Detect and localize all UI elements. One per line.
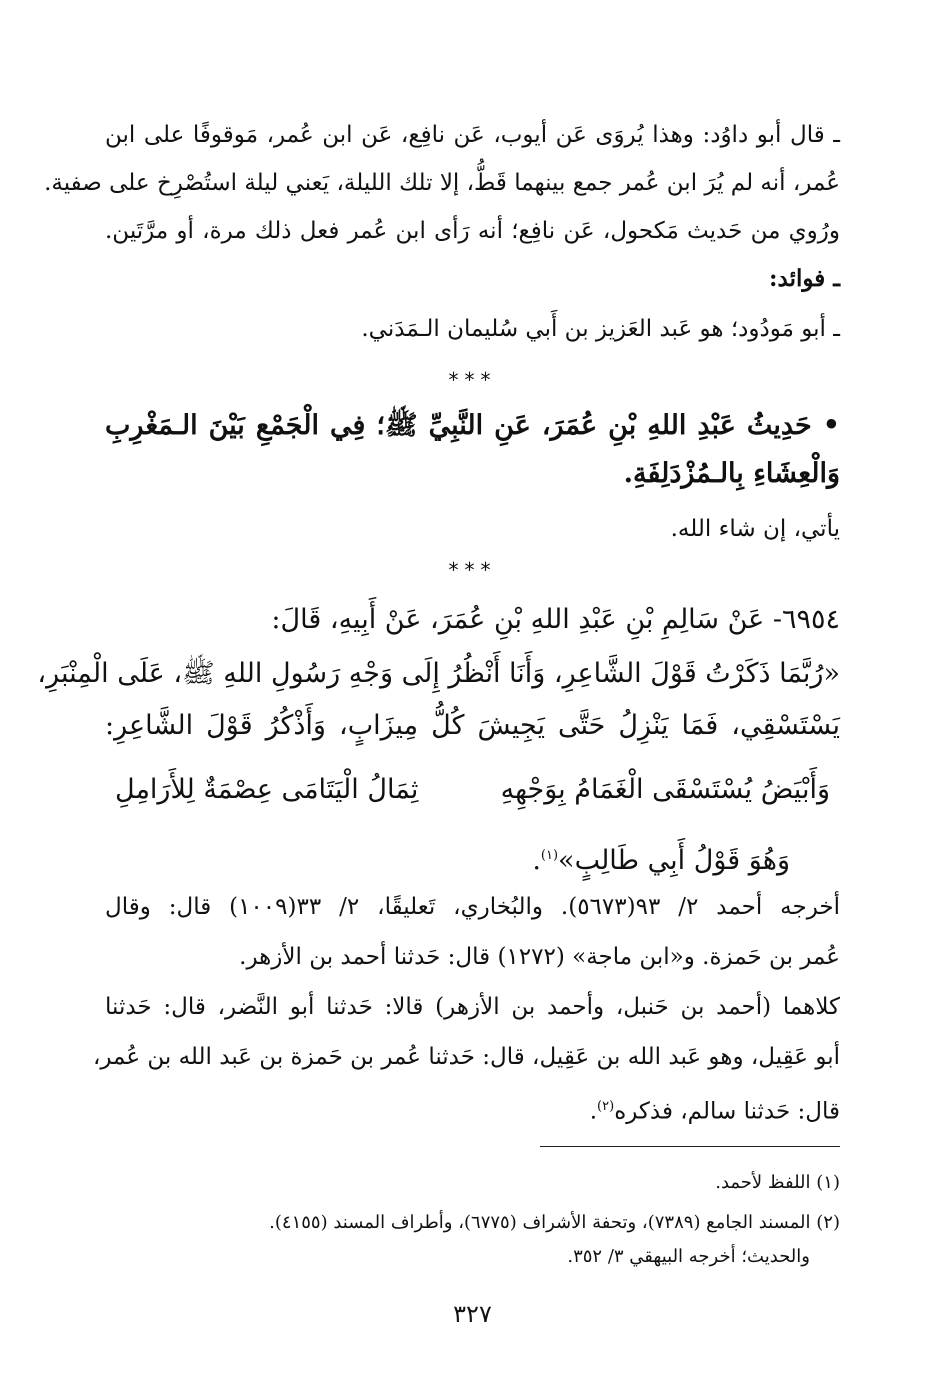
separator: *** — [448, 368, 497, 392]
text-line: عُمر، أنه لم يُرَ ابن عُمر جمع بينهما قَطُّ، إلا تلك الليلة، يَعني ليلة استُصْرِخ على صفية. — [44, 170, 840, 196]
takhrij-line: كلاهما (أحمد بن حَنبل، وأحمد بن الأزهر) قالا: حَدثنا أبو النَّضر، قال: حَدثنا — [105, 994, 840, 1020]
footnote: (٢) المسند الجامع (٧٣٨٩)، وتحفة الأشراف (٦٧٧٥)، وأطراف المسند (٤١٥٥). — [269, 1212, 840, 1233]
text-line: ـ قال أبو داوُد: وهذا يُروَى عَن أيوب، عَن نافِع، عَن ابن عُمر، مَوقوفًا على ابن — [105, 122, 840, 148]
footnote-divider — [540, 1146, 840, 1147]
page-number: ٣٢٧ — [453, 1300, 492, 1328]
hadith-reference: • حَدِيثُ عَبْدِ اللهِ بْنِ عُمَرَ، عَنِ النَّبِيِّ ﷺ؛ فِي الْجَمْعِ بَيْنَ الـمَغْرِبِ — [105, 410, 840, 441]
footnote-marker: (١) — [540, 848, 559, 863]
takhrij-line: عُمر بن حَمزة. و«ابن ماجة» (١٢٧٢) قال: حَدثنا أحمد بن الأزهر. — [239, 944, 840, 970]
hadith-text: يَسْتَسْقِي، فَمَا يَنْزِلُ حَتَّى يَجِيشَ كُلُّ مِيزَابٍ، وَأَذْكُرُ قَوْلَ الشَّاعِرِ: — [105, 710, 840, 741]
text-line: ورُوي من حَديث مَكحول، عَن نافِع؛ أنه رَأى ابن عُمر فعل ذلك مرة، أو مرَّتَين. — [105, 218, 840, 244]
text-line: ـ أبو مَودُود؛ هو عَبد العَزيز بن أَبي سُليمان الـمَدَني. — [361, 316, 840, 342]
footnote: والحديث؛ أخرجه البيهقي ٣/ ٣٥٢. — [567, 1246, 810, 1267]
verse-first-hemistich: وَأَبْيَضُ يُسْتَسْقَى الْغَمَامُ بِوَجْهِهِ — [500, 774, 830, 805]
text-line: يأتي، إن شاء الله. — [670, 516, 840, 542]
takhrij-line: أبو عَقِيل، وهو عَبد الله بن عَقِيل، قال: حَدثنا عُمر بن حَمزة بن عَبد الله بن عُمر، — [92, 1044, 840, 1070]
takhrij-line: أخرجه أحمد ٢/ ٩٣(٥٦٧٣). والبُخاري، تَعليقًا، ٢/ ٣٣(١٠٠٩) قال: وقال — [105, 894, 841, 920]
hadith-text: «رُبَّمَا ذَكَرْتُ قَوْلَ الشَّاعِرِ، وَأَنَا أَنْظُرُ إِلَى وَجْهِ رَسُولِ اللهِ ﷺ، عَلَى الْمِنْبَرِ، — [37, 658, 840, 689]
hadith-reference: وَالْعِشَاءِ بِالـمُزْدَلِفَةِ. — [623, 458, 840, 489]
separator: *** — [448, 558, 497, 582]
verse-second-hemistich: ثِمَالُ الْيَتَامَى عِصْمَةٌ لِلأَرَامِلِ — [115, 774, 419, 805]
hadith-text: وَهُوَ قَوْلُ أَبِي طَالِبٍ»$^{(١)}$. — [532, 845, 790, 876]
footnote: (١) اللفظ لأحمد. — [715, 1172, 840, 1193]
takhrij-line: قال: حَدثنا سالم، فذكره$^{(٢)}$. — [589, 1098, 840, 1125]
hadith-text: ٦٩٥٤- عَنْ سَالِمِ بْنِ عَبْدِ اللهِ بْنِ عُمَرَ، عَنْ أَبِيهِ، قَالَ: — [271, 604, 840, 635]
section-heading: ـ فوائد: — [769, 265, 840, 292]
footnote-marker: (٢) — [597, 1099, 615, 1114]
